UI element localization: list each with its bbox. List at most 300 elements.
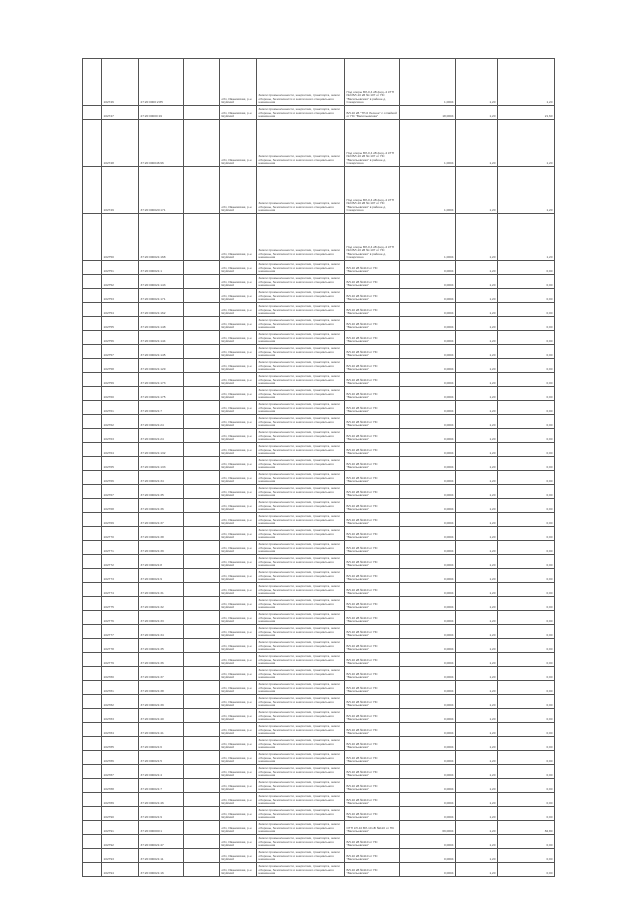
address-cell — [220, 167, 257, 213]
land-category-cell — [257, 653, 345, 666]
table-row — [83, 457, 555, 471]
area-cell — [400, 695, 456, 708]
row-id-cell-text: 102794 — [103, 871, 114, 876]
purpose-cell-text: ВЛ-10 кВ №110 от ПС "Васильевская" — [346, 601, 378, 610]
address-cell-text: обл. Ивановская, р-н Шуйский — [221, 545, 252, 554]
address-cell-text: обл. Ивановская, р-н Шуйский — [221, 157, 252, 166]
land-category-cell-text: Земли промышленности, энергетики, транспорта, земли обороны, безопасности и земли иного специального назначения — [258, 542, 340, 554]
area-cell — [400, 106, 456, 119]
address-cell-text: обл. Ивановская, р-н Шуйский — [221, 531, 252, 540]
land-category-cell — [257, 331, 345, 344]
purpose-cell-text: ВЛ-10 кВ №110 от ПС "Васильевская" — [346, 433, 378, 442]
area-cell-text: 1,0004 — [444, 208, 454, 213]
amount-cell — [498, 214, 555, 260]
empty-cell — [184, 793, 220, 806]
cadastral-number-cell — [139, 401, 184, 414]
table-row — [83, 485, 555, 499]
address-cell-text: обл. Ивановская, р-н Шуйский — [221, 699, 252, 708]
empty-cell — [184, 863, 220, 876]
rate-cell — [456, 359, 498, 372]
purpose-cell — [345, 106, 400, 119]
purpose-cell — [345, 387, 400, 400]
amount-cell — [498, 765, 555, 778]
rate-cell — [456, 331, 498, 344]
row-id-cell-text: 102788 — [103, 787, 114, 792]
amount-cell-text: 0,00 — [546, 521, 553, 526]
purpose-cell-text: ВЛ-10 кВ №110 от ПС "Васильевская" — [346, 363, 378, 372]
purpose-cell — [345, 541, 400, 554]
amount-cell-text: 1,20 — [546, 208, 553, 213]
address-cell — [220, 681, 257, 694]
empty-cell — [83, 303, 102, 316]
purpose-cell — [345, 317, 400, 330]
cadastral-number-cell — [139, 415, 184, 428]
land-category-cell — [257, 611, 345, 624]
cadastral-number-cell — [139, 849, 184, 862]
amount-cell — [498, 541, 555, 554]
amount-cell — [498, 793, 555, 806]
row-id-cell — [102, 723, 139, 736]
land-category-cell-text: Земли промышленности, энергетики, транспорта, земли обороны, безопасности и земли иного специального назначения — [258, 864, 340, 876]
table-row — [83, 555, 555, 569]
area-cell — [400, 835, 456, 848]
table-row — [83, 695, 555, 709]
empty-cell — [184, 106, 220, 119]
row-id-cell — [102, 639, 139, 652]
empty-cell — [83, 443, 102, 456]
row-id-cell-text: 102768 — [103, 507, 114, 512]
area-cell — [400, 499, 456, 512]
address-cell — [220, 261, 257, 274]
cadastral-number-cell — [139, 597, 184, 610]
address-cell-text: обл. Ивановская, р-н Шуйский — [221, 797, 252, 806]
rate-cell-text: 1,20 — [489, 507, 496, 512]
rate-cell — [456, 527, 498, 540]
cadastral-number-cell — [139, 527, 184, 540]
amount-cell — [498, 709, 555, 722]
cadastral-number-cell-text: 37:20:000021:24 — [140, 423, 164, 428]
amount-cell-text: 0,00 — [546, 675, 553, 680]
row-id-cell-text: 102772 — [103, 563, 114, 568]
area-cell-text: 0,0004 — [444, 801, 454, 806]
rate-cell-text: 1,20 — [489, 549, 496, 554]
row-id-cell-text: 102769 — [103, 521, 114, 526]
rate-cell-text: 1,20 — [489, 451, 496, 456]
purpose-cell-text: ВЛ-10 кВ №110 от ПС "Васильевская" — [346, 545, 378, 554]
row-id-cell — [102, 387, 139, 400]
address-cell — [220, 120, 257, 166]
land-category-cell-text: Земли промышленности, энергетики, транспорта, земли обороны, безопасности и земли иного специального назначения — [258, 248, 340, 260]
address-cell-text: обл. Ивановская, р-н Шуйский — [221, 643, 252, 652]
cadastral-number-cell — [139, 821, 184, 834]
address-cell-text: обл. Ивановская, р-н Шуйский — [221, 503, 252, 512]
land-category-cell — [257, 443, 345, 456]
land-category-cell-text: Земли промышленности, энергетики, транспорта, земли обороны, безопасности и земли иного специального назначения — [258, 318, 340, 330]
address-cell-text: обл. Ивановская, р-н Шуйский — [221, 279, 252, 288]
rate-cell-text: 1,20 — [489, 339, 496, 344]
land-category-cell — [257, 863, 345, 876]
cadastral-number-cell-text: 37:20:000021:47 — [140, 843, 164, 848]
amount-cell — [498, 751, 555, 764]
empty-cell — [184, 373, 220, 386]
table-row — [83, 499, 555, 513]
address-cell — [220, 457, 257, 470]
empty-cell — [184, 667, 220, 680]
empty-cell — [83, 737, 102, 750]
amount-cell — [498, 331, 555, 344]
amount-cell — [498, 513, 555, 526]
purpose-cell-text: ВЛ-10 кВ №110 от ПС "Васильевская" — [346, 671, 378, 680]
empty-cell — [83, 681, 102, 694]
empty-cell — [83, 214, 102, 260]
rate-cell-text: 1,20 — [489, 577, 496, 582]
address-cell — [220, 513, 257, 526]
row-id-cell — [102, 569, 139, 582]
cadastral-number-cell-text: 37:20:000021:7 — [140, 787, 163, 792]
row-id-cell — [102, 667, 139, 680]
table-row — [83, 513, 555, 527]
table-row — [83, 821, 555, 835]
cadastral-number-cell-text: 37:20:000021:31 — [140, 591, 164, 596]
row-id-cell — [102, 401, 139, 414]
area-cell-text: 69,0004 — [442, 829, 454, 834]
cadastral-number-cell — [139, 485, 184, 498]
purpose-cell — [345, 457, 400, 470]
rate-cell-text: 1,20 — [489, 633, 496, 638]
address-cell — [220, 373, 257, 386]
purpose-cell-text: ВЛ-10 кВ №110 от ПС "Васильевская" — [346, 517, 378, 526]
amount-cell — [498, 485, 555, 498]
amount-cell — [498, 120, 555, 166]
address-cell — [220, 821, 257, 834]
table-row — [83, 373, 555, 387]
amount-cell — [498, 625, 555, 638]
amount-cell — [498, 429, 555, 442]
rate-cell-text: 1,20 — [489, 689, 496, 694]
rate-cell-text: 1,20 — [489, 353, 496, 358]
purpose-cell — [345, 639, 400, 652]
purpose-cell — [345, 807, 400, 820]
land-category-cell — [257, 625, 345, 638]
land-category-cell-text: Земли промышленности, энергетики, транспорта, земли обороны, безопасности и земли иного специального назначения — [258, 360, 340, 372]
land-category-cell — [257, 695, 345, 708]
address-cell-text: обл. Ивановская, р-н Шуйский — [221, 839, 252, 848]
address-cell — [220, 59, 257, 105]
row-id-cell-text: 102758 — [103, 367, 114, 372]
table-row — [83, 59, 555, 106]
row-id-cell-text: 102765 — [103, 465, 114, 470]
land-category-cell — [257, 569, 345, 582]
cadastral-number-cell — [139, 793, 184, 806]
area-cell — [400, 793, 456, 806]
purpose-cell — [345, 667, 400, 680]
rate-cell-text: 1,20 — [489, 409, 496, 414]
table-row — [83, 120, 555, 167]
address-cell — [220, 709, 257, 722]
cadastral-number-cell-text: 37:20:000021:171 — [140, 297, 166, 302]
cadastral-number-cell-text: 37:20:000021:39 — [140, 703, 164, 708]
row-id-cell-text: 102770 — [103, 535, 114, 540]
cadastral-number-cell — [139, 611, 184, 624]
address-cell — [220, 289, 257, 302]
rate-cell — [456, 275, 498, 288]
land-category-cell — [257, 555, 345, 568]
amount-cell-text: 0,00 — [546, 633, 553, 638]
amount-cell — [498, 261, 555, 274]
empty-cell — [83, 695, 102, 708]
rate-cell — [456, 653, 498, 666]
empty-cell — [184, 261, 220, 274]
land-category-cell — [257, 667, 345, 680]
land-category-cell — [257, 429, 345, 442]
row-id-cell-text: 102764 — [103, 451, 114, 456]
amount-cell-text: 0,00 — [546, 465, 553, 470]
area-cell-text: 0,0004 — [444, 675, 454, 680]
area-cell-text: 0,0004 — [444, 479, 454, 484]
amount-cell-text: 1,20 — [546, 100, 553, 105]
rate-cell-text: 1,20 — [489, 745, 496, 750]
row-id-cell — [102, 611, 139, 624]
purpose-cell-text: ВЛ-10 кВ №110 от ПС "Васильевская" — [346, 475, 378, 484]
cadastral-number-cell-text: 37:20:000021:32 — [140, 605, 164, 610]
land-category-cell-text: Земли промышленности, энергетики, транспорта, земли обороны, безопасности и земли иного специального назначения — [258, 710, 340, 722]
row-id-cell — [102, 167, 139, 213]
amount-cell-text: 0,00 — [546, 423, 553, 428]
amount-cell-text: 0,00 — [546, 549, 553, 554]
rate-cell-text: 1,20 — [489, 801, 496, 806]
rate-cell-text: 1,20 — [489, 381, 496, 386]
empty-cell — [83, 723, 102, 736]
amount-cell-text: 0,00 — [546, 871, 553, 876]
address-cell — [220, 555, 257, 568]
purpose-cell-text: ВЛ-10 кВ №110 от ПС "Васильевская" — [346, 713, 378, 722]
empty-cell — [83, 709, 102, 722]
row-id-cell — [102, 583, 139, 596]
cadastral-number-cell — [139, 120, 184, 166]
table-row — [83, 863, 555, 877]
row-id-cell-text: 102766 — [103, 479, 114, 484]
rate-cell — [456, 793, 498, 806]
row-id-cell — [102, 527, 139, 540]
area-cell — [400, 303, 456, 316]
purpose-cell — [345, 345, 400, 358]
cadastral-number-cell-text: 27:20:00000:19 — [140, 114, 163, 119]
purpose-cell — [345, 373, 400, 386]
cadastral-number-cell-text: 37:20:000021:132 — [140, 451, 166, 456]
land-category-cell — [257, 765, 345, 778]
area-cell — [400, 289, 456, 302]
land-category-cell-text: Земли промышленности, энергетики, транспорта, земли обороны, безопасности и земли иного специального назначения — [258, 640, 340, 652]
cadastral-number-cell-text: 37:20:000021:16 — [140, 871, 164, 876]
address-cell-text: обл. Ивановская, р-н Шуйский — [221, 307, 252, 316]
land-category-cell — [257, 751, 345, 764]
table-row — [83, 275, 555, 289]
row-id-cell — [102, 499, 139, 512]
rate-cell-text: 1,20 — [489, 731, 496, 736]
purpose-cell-text: ВЛ-10 кВ №110 от ПС "Васильевская" — [346, 279, 378, 288]
land-category-cell-text: Земли промышленности, энергетики, транспорта, земли обороны, безопасности и земли иного специального назначения — [258, 304, 340, 316]
area-cell — [400, 59, 456, 105]
area-cell — [400, 429, 456, 442]
area-cell-text: 0,0004 — [444, 577, 454, 582]
row-id-cell-text: 102773 — [103, 577, 114, 582]
empty-cell — [184, 807, 220, 820]
rate-cell — [456, 849, 498, 862]
table-row — [83, 625, 555, 639]
row-id-cell-text: 102781 — [103, 689, 114, 694]
address-cell — [220, 317, 257, 330]
purpose-cell — [345, 485, 400, 498]
empty-cell — [184, 569, 220, 582]
area-cell — [400, 485, 456, 498]
row-id-cell — [102, 214, 139, 260]
purpose-cell-text: ВЛ-10 кВ №110 от ПС "Васильевская" — [346, 349, 378, 358]
land-category-cell — [257, 527, 345, 540]
empty-cell — [83, 541, 102, 554]
empty-cell — [83, 779, 102, 792]
table-row — [83, 611, 555, 625]
rate-cell-text: 1,20 — [489, 311, 496, 316]
land-category-cell — [257, 214, 345, 260]
rate-cell — [456, 261, 498, 274]
land-category-cell-text: Земли промышленности, энергетики, транспорта, земли обороны, безопасности и земли иного специального назначения — [258, 766, 340, 778]
rate-cell — [456, 401, 498, 414]
empty-cell — [83, 106, 102, 119]
cadastral-number-cell-text: 37:20:000021:24 — [140, 437, 164, 442]
address-cell — [220, 331, 257, 344]
table-row — [83, 541, 555, 555]
purpose-cell — [345, 849, 400, 862]
empty-cell — [184, 541, 220, 554]
address-cell — [220, 583, 257, 596]
amount-cell — [498, 275, 555, 288]
area-cell-text: 18,0004 — [442, 114, 454, 119]
purpose-cell — [345, 793, 400, 806]
row-id-cell-text: 102789 — [103, 801, 114, 806]
row-id-cell-text: 102787 — [103, 773, 114, 778]
area-cell-text: 0,0004 — [444, 437, 454, 442]
cadastral-number-cell-text: 37:20:000021:11 — [140, 857, 164, 862]
address-cell-text: обл. Ивановская, р-н Шуйский — [221, 755, 252, 764]
purpose-cell-text: ВЛ-10 кВ №110 от ПС "Васильевская" — [346, 755, 378, 764]
cadastral-number-cell — [139, 373, 184, 386]
rate-cell-text: 1,20 — [489, 703, 496, 708]
cadastral-number-cell — [139, 765, 184, 778]
empty-cell — [83, 821, 102, 834]
cadastral-number-cell — [139, 709, 184, 722]
address-cell-text: обл. Ивановская, р-н Шуйский — [221, 853, 252, 862]
row-id-cell-text: 102792 — [103, 843, 114, 848]
cadastral-number-cell — [139, 331, 184, 344]
amount-cell — [498, 723, 555, 736]
amount-cell — [498, 653, 555, 666]
purpose-cell-text: ВЛ-10 кВ №110 от ПС "Васильевская" — [346, 853, 378, 862]
row-id-cell — [102, 765, 139, 778]
empty-cell — [184, 167, 220, 213]
empty-cell — [83, 275, 102, 288]
row-id-cell — [102, 106, 139, 119]
cadastral-number-cell-text: 37:20:000021:37 — [140, 521, 164, 526]
address-cell — [220, 541, 257, 554]
empty-cell — [184, 723, 220, 736]
purpose-cell — [345, 835, 400, 848]
rate-cell-text: 1,20 — [489, 479, 496, 484]
cadastral-number-cell — [139, 695, 184, 708]
land-category-cell — [257, 120, 345, 166]
purpose-cell-text: ВЛ-10 кВ №110 от ПС "Васильевская" — [346, 419, 378, 428]
rate-cell-text: 1,20 — [489, 773, 496, 778]
area-cell — [400, 807, 456, 820]
address-cell — [220, 849, 257, 862]
empty-cell — [184, 821, 220, 834]
empty-cell — [83, 611, 102, 624]
cadastral-number-cell — [139, 737, 184, 750]
table-row — [83, 415, 555, 429]
area-cell-text: 0,0004 — [444, 451, 454, 456]
cadastral-number-cell-text: 37:20:000021:35 — [140, 493, 164, 498]
empty-cell — [184, 625, 220, 638]
purpose-cell-text: ВЛ-10 кВ №110 от ПС "Васильевская" — [346, 783, 378, 792]
land-category-cell-text: Земли промышленности, энергетики, транспорта, земли обороны, безопасности и земли иного специального назначения — [258, 458, 340, 470]
address-cell-text: обл. Ивановская, р-н Шуйский — [221, 783, 252, 792]
address-cell — [220, 863, 257, 876]
row-id-cell — [102, 681, 139, 694]
rate-cell-text: 1,20 — [489, 161, 496, 166]
row-id-cell — [102, 261, 139, 274]
address-cell-text: обл. Ивановская, р-н Шуйский — [221, 433, 252, 442]
land-category-cell-text: Земли промышленности, энергетики, транспорта, земли обороны, безопасности и земли иного специального назначения — [258, 836, 340, 848]
rate-cell-text: 1,20 — [489, 283, 496, 288]
empty-cell — [83, 359, 102, 372]
area-cell — [400, 569, 456, 582]
amount-cell-text: 0,00 — [546, 437, 553, 442]
area-cell-text: 0,0004 — [444, 339, 454, 344]
purpose-cell — [345, 261, 400, 274]
purpose-cell-text: ВЛ-10 кВ №110 от ПС "Васильевская" — [346, 489, 378, 498]
area-cell-text: 0,0004 — [444, 493, 454, 498]
area-cell-text: 0,0004 — [444, 815, 454, 820]
amount-cell-text: 82,80 — [544, 829, 553, 834]
empty-cell — [184, 849, 220, 862]
amount-cell-text: 0,00 — [546, 745, 553, 750]
empty-cell — [184, 120, 220, 166]
amount-cell-text: 0,00 — [546, 731, 553, 736]
area-cell-text: 0,0004 — [444, 731, 454, 736]
rate-cell-text: 1,20 — [489, 297, 496, 302]
purpose-cell — [345, 709, 400, 722]
purpose-cell — [345, 625, 400, 638]
purpose-cell — [345, 597, 400, 610]
rate-cell — [456, 667, 498, 680]
cadastral-number-cell — [139, 429, 184, 442]
address-cell — [220, 214, 257, 260]
land-category-cell-text: Земли промышленности, энергетики, транспорта, земли обороны, безопасности и земли иного специального назначения — [258, 154, 340, 166]
row-id-cell — [102, 331, 139, 344]
empty-cell — [83, 289, 102, 302]
land-category-cell-text: Земли промышленности, энергетики, транспорта, земли обороны, безопасности и земли иного специального назначения — [258, 598, 340, 610]
land-category-cell — [257, 835, 345, 848]
empty-cell — [83, 387, 102, 400]
cadastral-number-cell — [139, 106, 184, 119]
table-row — [83, 527, 555, 541]
land-plots-table — [82, 58, 555, 877]
area-cell — [400, 821, 456, 834]
purpose-cell-text: ВЛ-10 кВ №110 от ПС "Васильевская" — [346, 293, 378, 302]
amount-cell-text: 0,00 — [546, 857, 553, 862]
row-id-cell — [102, 751, 139, 764]
area-cell — [400, 555, 456, 568]
amount-cell-text: 0,00 — [546, 339, 553, 344]
